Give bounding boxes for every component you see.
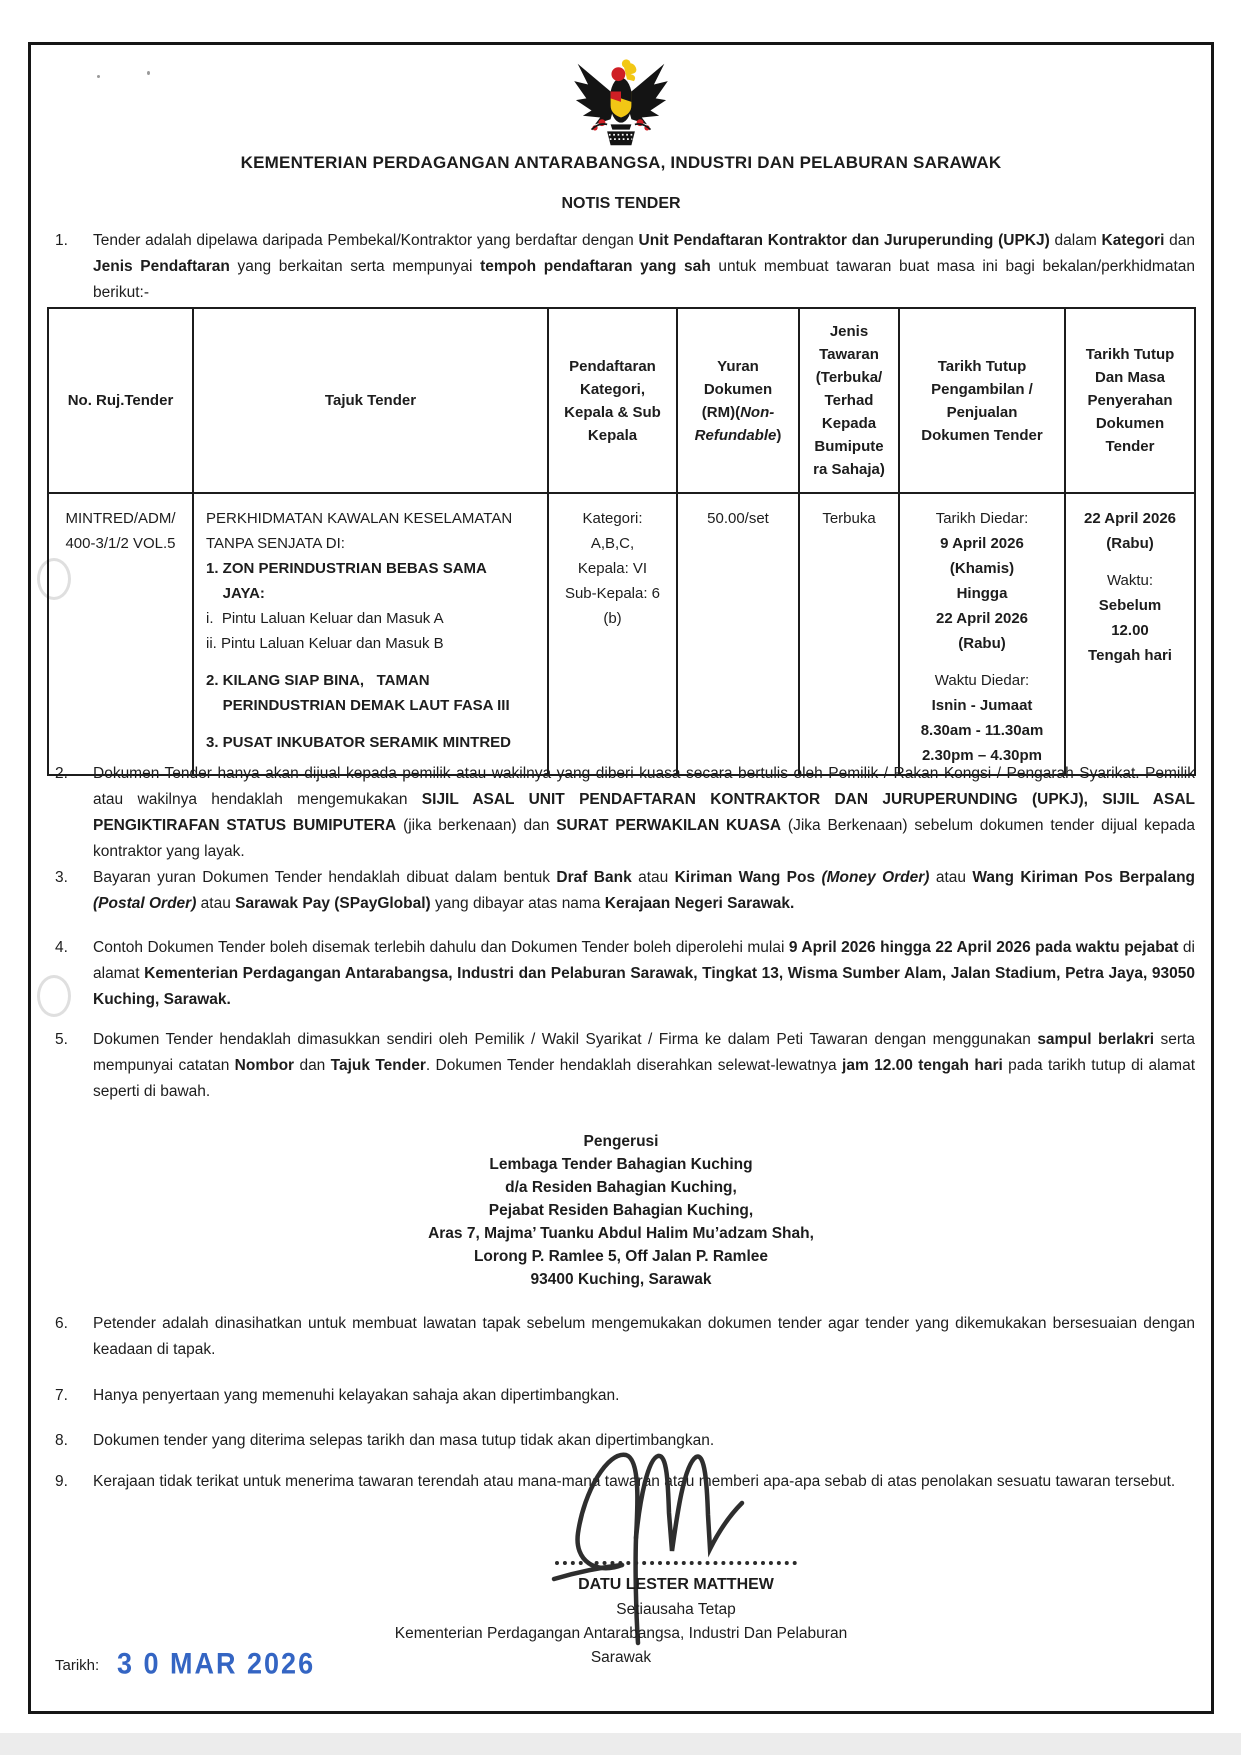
sarawak-crest-icon (569, 55, 673, 147)
paragraph-7-number: 7. (55, 1387, 68, 1404)
signatory-org-line1: Kementerian Perdagangan Antarabangsa, Industri Dan Pelaburan (394, 1625, 848, 1642)
date-label: Tarikh: (55, 1657, 100, 1674)
cell-ref-no: MINTRED/ADM/ 400-3/1/2 VOL.5 (48, 493, 193, 775)
paragraph-2 (55, 761, 1195, 865)
document-frame (28, 42, 1214, 1714)
signatory-org-line2: Sarawak (590, 1649, 652, 1666)
paragraph-8-number: 8. (55, 1432, 68, 1449)
date-stamp: 3 0 MAR 2026 (117, 1647, 316, 1681)
paragraph-3 (55, 865, 1195, 917)
paragraph-3-text: Bayaran yuran Dokumen Tender hendaklah dibuat dalam bentuk Draf Bank atau Kiriman Wang Pos (Money Order) atau Wang Kiriman Pos Berpalang (Postal Order) atau Sarawak Pay (SPayGlobal) yang dibayar atas nama Kerajaan Negeri Sarawak. (93, 869, 1196, 912)
paragraph-2-text: Dokumen Tender hanya akan dijual kepada pemilik atau wakilnya yang diberi kuasa secara bertulis oleh Pemilik / Rakan Kongsi / Pengarah Syarikat. Pemilik atau wakilnya hendaklah mengemukakan SIJIL ASAL UNIT PENDAFTARAN KONTRAKTOR DAN JURUPERUNDING (UPKJ), SIJIL ASAL PENGIKTIRAFAN STATUS BUMIPUTERA (jika berkenaan) dan SURAT PERWAKILAN KUASA (Jika Berkenaan) sebelum dokumen tender dijual kepada kontraktor yang layak. (93, 765, 1195, 860)
cell-tarikh-pengambilan: Tarikh Diedar: 9 April 2026 (Khamis) Hingga 22 April 2026 (Rabu) Waktu Diedar: Isnin - Jumaat 8.30am - 11.30am 2.30pm – 4.30pm (899, 493, 1065, 775)
header-tarikh-penyerahan: Tarikh Tutup Dan Masa Penyerahan Dokumen Tender (1065, 308, 1195, 493)
signature-dotted-line (555, 1561, 797, 1565)
header-yuran-dokumen: Yuran Dokumen (RM)(Non- Refundable) (677, 308, 799, 493)
signatory-name: DATU LESTER MATTHEW (578, 1576, 774, 1593)
cell-tajuk: PERKHIDMATAN KAWALAN KESELAMATAN TANPA SENJATA DI: 1. ZON PERINDUSTRIAN BEBAS SAMA JAYA: i. Pintu Laluan Keluar dan Masuk A ii. Pintu Laluan Keluar dan Masuk B 2. KILANG SIAP BINA, TAMAN PERINDUSTRIAN DEMAK LAUT FASA III 3. PUSAT INKUBATOR SERAMIK MINTRED (193, 493, 548, 775)
paragraph-1 (55, 228, 1195, 306)
paragraph-2-number: 2. (55, 765, 68, 782)
cell-jenis: Terbuka (799, 493, 899, 775)
paragraph-9-number: 9. (55, 1473, 68, 1490)
cell-tarikh-penyerahan: 22 April 2026 (Rabu) Waktu: Sebelum 12.00 Tengah hari (1065, 493, 1195, 775)
paragraph-4 (55, 935, 1195, 1013)
paragraph-4-number: 4. (55, 939, 68, 956)
paragraph-5 (55, 1027, 1195, 1105)
header-jenis-tawaran: Jenis Tawaran (Terbuka/ Terhad Kepada Bumipute ra Sahaja) (799, 308, 899, 493)
header-pendaftaran-kategori: Pendaftaran Kategori, Kepala & Sub Kepala (548, 308, 677, 493)
scan-edge-shadow (0, 1733, 1241, 1755)
tender-table-header-row (48, 308, 1195, 493)
ministry-title: KEMENTERIAN PERDAGANGAN ANTARABANGSA, INDUSTRI DAN PELABURAN SARAWAK (240, 153, 1002, 172)
paragraph-6-number: 6. (55, 1315, 68, 1332)
paragraph-1-text: Tender adalah dipelawa daripada Pembekal/Kontraktor yang berdaftar dengan Unit Pendaftaran Kontraktor dan Juruperunding (UPKJ) dalam Kategori dan Jenis Pendaftaran yang berkaitan serta mempunyai tempoh pendaftaran yang sah untuk membuat tawaran buat masa ini bagi bekalan/perkhidmatan berikut:- (93, 232, 1196, 301)
paragraph-6-text: Petender adalah dinasihatkan untuk membuat lawatan tapak sebelum mengemukakan dokumen tender agar tender yang dikemukakan bersesuaian dengan keadaan di tapak. (93, 1315, 1195, 1358)
paragraph-1-number: 1. (55, 232, 68, 249)
submission-address: Pengerusi Lembaga Tender Bahagian Kuching d/a Residen Bahagian Kuching, Pejabat Residen Bahagian Kuching, Aras 7, Majma’ Tuanku Abdul Halim Mu’adzam Shah, Lorong P. Ramlee 5, Off Jalan P. Ramlee 93400 Kuching, Sarawak (428, 1133, 814, 1288)
tender-table (47, 307, 1196, 776)
paragraph-9-text: Kerajaan tidak terikat untuk menerima tawaran terendah atau mana-mana tawaran atau memberi apa-apa sebab di atas penolakan sesuatu tawaran tersebut. (93, 1473, 1176, 1490)
header-tarikh-pengambilan: Tarikh Tutup Pengambilan / Penjualan Dokumen Tender (899, 308, 1065, 493)
header-no-ruj-tender: No. Ruj.Tender (48, 308, 193, 493)
paragraph-4-text: Contoh Dokumen Tender boleh disemak terlebih dahulu dan Dokumen Tender boleh diperolehi mulai 9 April 2026 hingga 22 April 2026 pada waktu pejabat di alamat Kementerian Perdagangan Antarabangsa, Industri dan Pelaburan Sarawak, Tingkat 13, Wisma Sumber Alam, Jalan Stadium, Petra Jaya, 93050 Kuching, Sarawak. (93, 939, 1195, 1008)
paragraph-7 (55, 1383, 1195, 1409)
cell-pendaftaran: Kategori: A,B,C, Kepala: VI Sub-Kepala: 6 (b) (548, 493, 677, 775)
signatory-role: Setiausaha Tetap (616, 1601, 736, 1618)
header-tajuk-tender: Tajuk Tender (193, 308, 548, 493)
date-row (55, 1647, 316, 1681)
notice-title: NOTIS TENDER (561, 195, 681, 212)
paragraph-8-text: Dokumen tender yang diterima selepas tarikh dan masa tutup tidak akan dipertimbangkan. (93, 1432, 715, 1449)
paragraph-5-number: 5. (55, 1031, 68, 1048)
cell-yuran: 50.00/set (677, 493, 799, 775)
paragraph-3-number: 3. (55, 869, 68, 886)
tender-table-data-row (48, 493, 1195, 775)
paragraph-6 (55, 1311, 1195, 1363)
coat-of-arms (31, 55, 1211, 152)
paragraph-7-text: Hanya penyertaan yang memenuhi kelayakan sahaja akan dipertimbangkan. (93, 1387, 620, 1404)
paragraph-5-text: Dokumen Tender hendaklah dimasukkan sendiri oleh Pemilik / Wakil Syarikat / Firma ke dalam Peti Tawaran dengan menggunakan sampul berlakri serta mempunyai catatan Nombor dan Tajuk Tender. Dokumen Tender hendaklah diserahkan selewat-lewatnya jam 12.00 tengah hari pada tarikh tutup di alamat seperti di bawah. (93, 1031, 1196, 1100)
